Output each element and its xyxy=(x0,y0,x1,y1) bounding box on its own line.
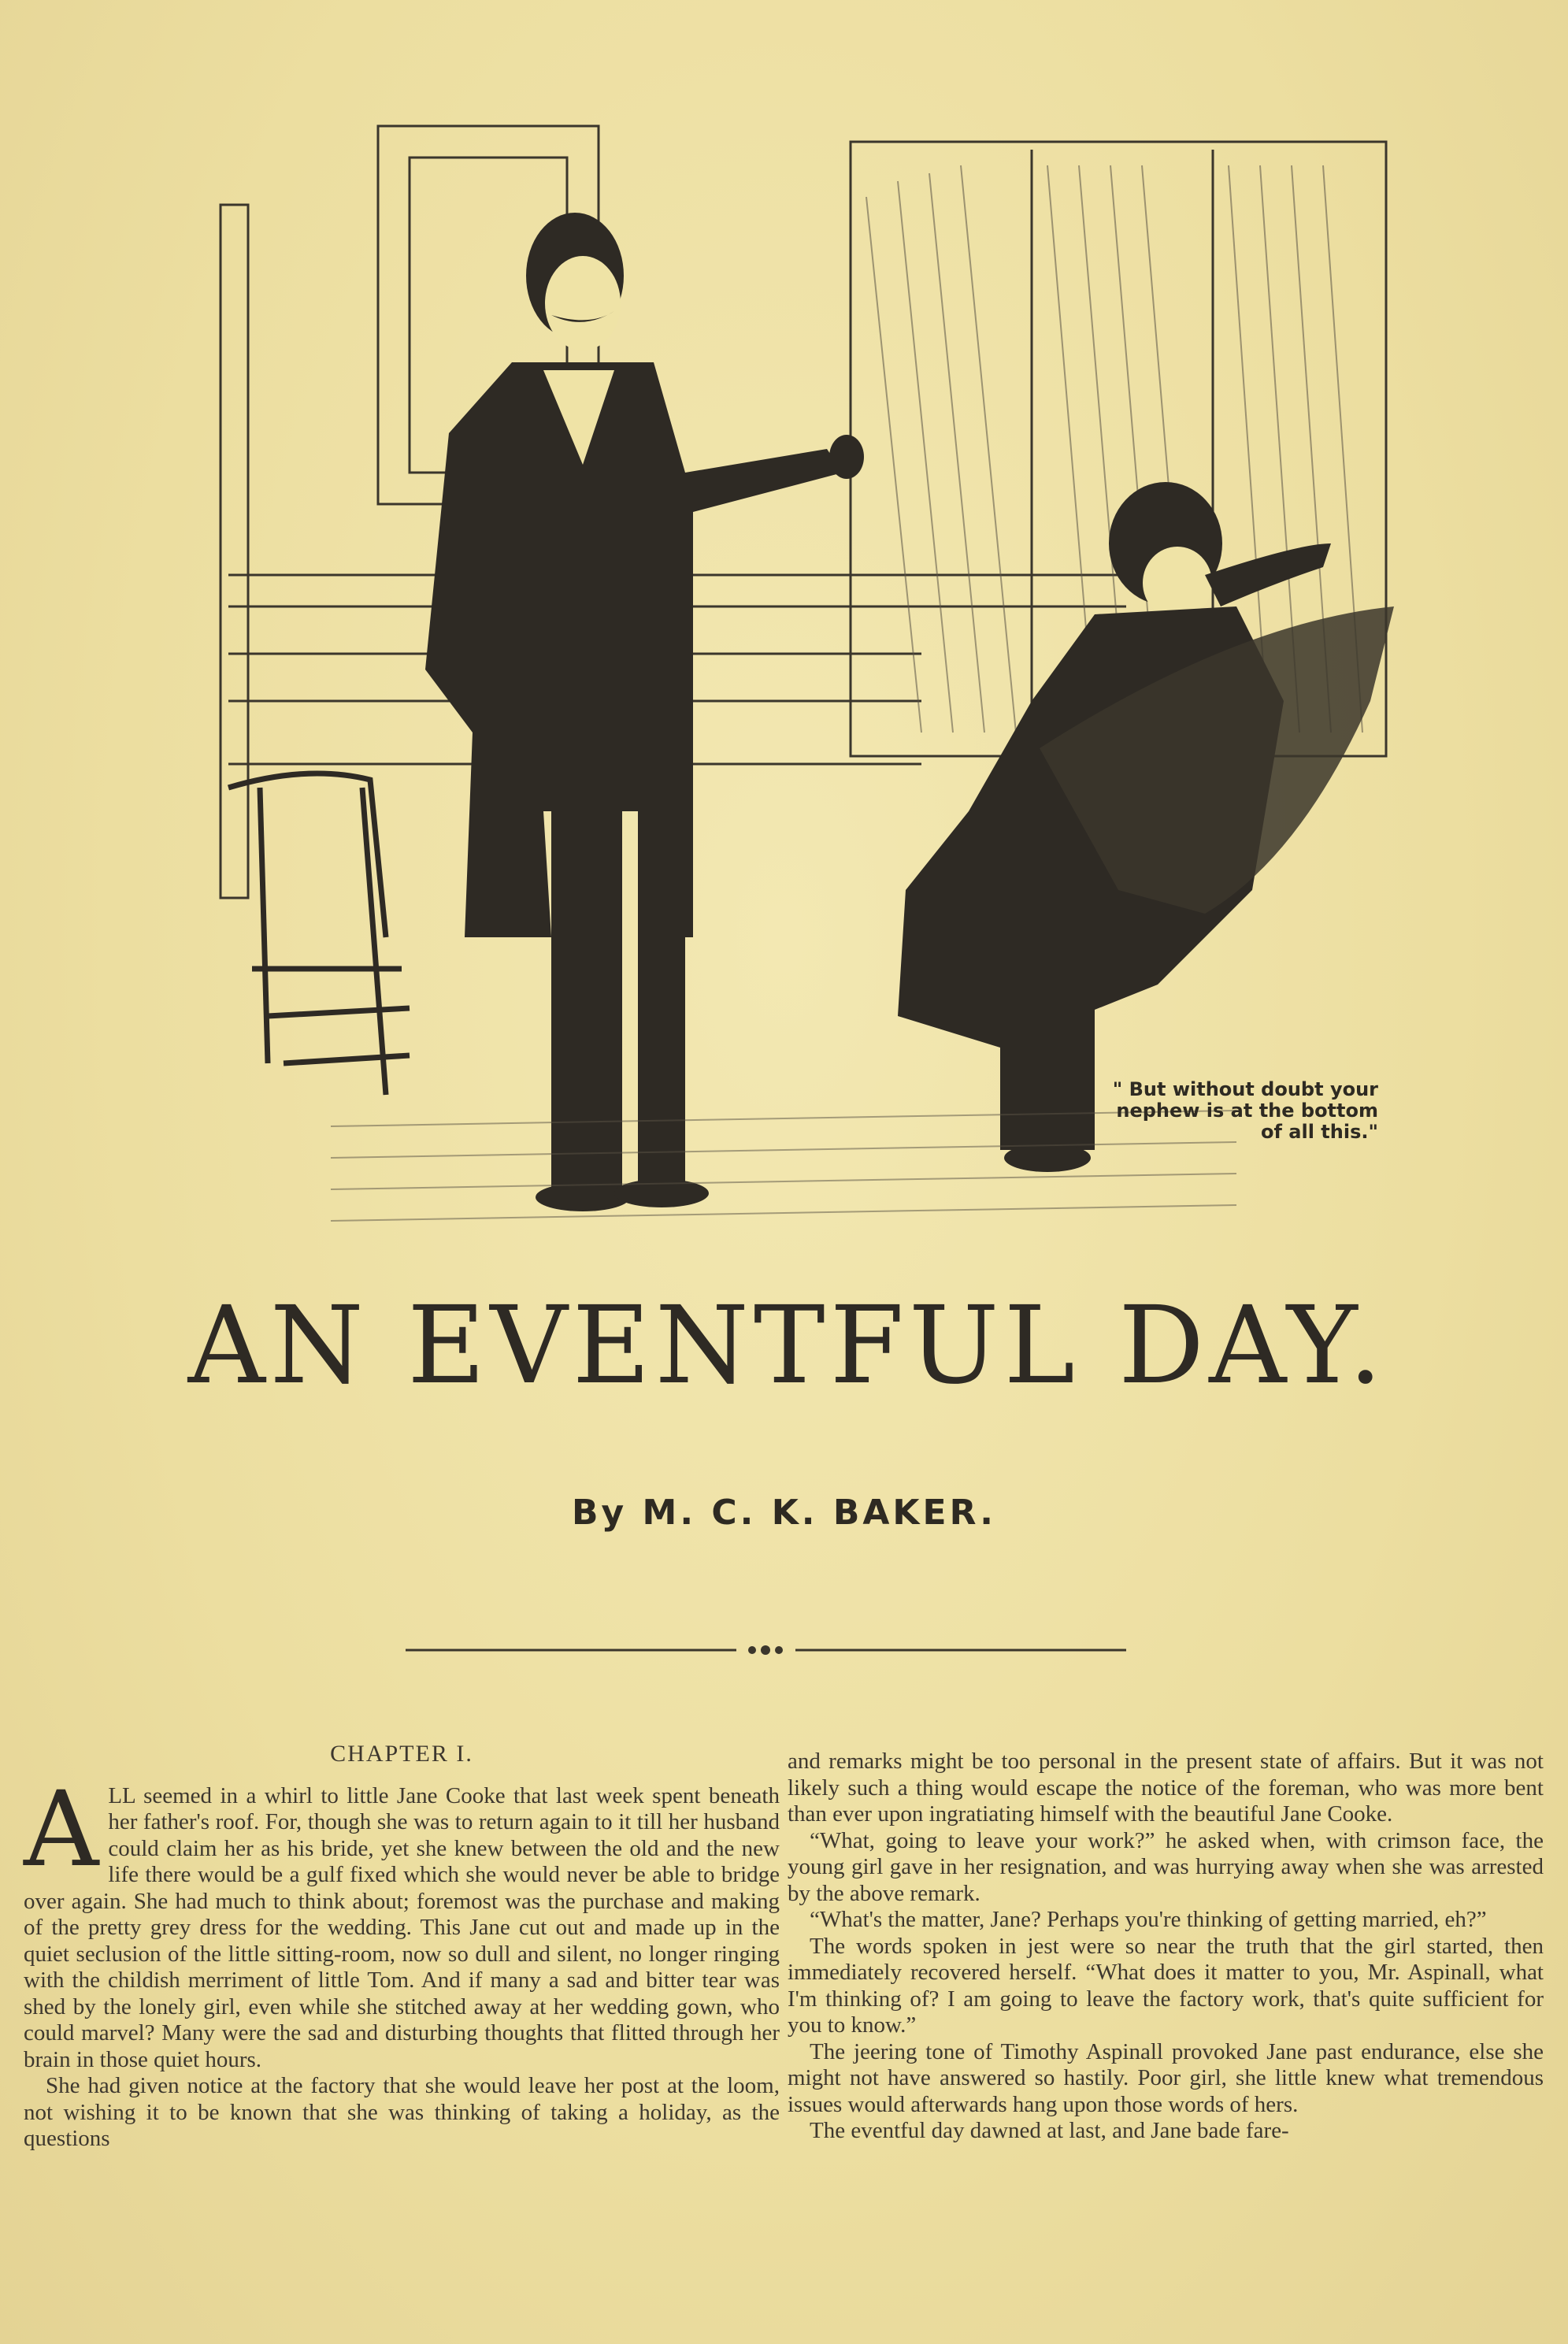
caption-line: " But without doubt your xyxy=(1112,1078,1378,1100)
paragraph: “What's the matter, Jane? Perhaps you're thinking of getting married, eh?” xyxy=(810,1907,1487,1932)
text-column-left xyxy=(24,1741,780,2153)
story-title: AN EVENTFUL DAY. xyxy=(187,1284,1388,1408)
paragraph: She had given notice at the factory that she would leave her post at the loom, not wishing it to be known that she was thinking of taking a holiday, as the questions xyxy=(24,2073,780,2151)
caption-line: of all this." xyxy=(1261,1121,1378,1143)
story-byline: By M. C. K. BAKER. xyxy=(572,1493,996,1533)
paragraph: and remarks might be too personal in the present state of affairs. But it was not likely such a thing would escape the notice of the foreman, who was more bent than ever upon ingratiating himself with the beautiful Jane Cooke. xyxy=(788,1749,1544,1827)
paragraph xyxy=(24,1768,780,2074)
paragraph: “What, going to leave your work?” he asked when, with crimson face, the young girl gave in her resignation, and was hurrying away when she was arrested by the above remark. xyxy=(788,1827,1544,1906)
text-column-right xyxy=(788,1749,1544,2145)
drop-cap: A xyxy=(24,1768,99,1890)
paragraph: The jeering tone of Timothy Aspinall provoked Jane past endurance, else she might not have answered so hastily. Poor girl, she little knew what tremendous issues would afterwards hang upon those words of hers. xyxy=(788,2038,1544,2117)
paragraph-text: LL seemed in a whirl to little Jane Cooke that last week spent beneath her father's roof. For, though she was to return again to it till her husband could claim her as his bride, yet she knew between the old and the new life there would be a gulf fixed which she would never be able to bridge over again. She had much to think about; foremost was the purchase and making of the pretty grey dress for the wedding. This Jane cut out and made up in the quiet seclusion of the little sitting-room, now so dull and silent, no longer ringing with the childish merriment of little Tom. And if many a sad and bitter tear was shed by the lonely girl, even while she stitched away at her wedding gown, who could marvel? Many were the sad and disturbing thoughts that flitted through her brain in those quiet hours. xyxy=(24,1782,780,2072)
chapter-heading: CHAPTER I. xyxy=(330,1741,473,1767)
paragraph: The eventful day dawned at last, and Jane bade fare- xyxy=(810,2118,1289,2143)
paragraph: The words spoken in jest were so near the truth that the girl started, then immediately recovered herself. “What does it matter to you, Mr. Aspinall, what I'm thinking of? I am going to leave the factory work, that's quite sufficient for you to know.” xyxy=(788,1933,1544,2038)
caption-line: nephew is at the bottom xyxy=(1116,1100,1378,1122)
ornamental-divider xyxy=(406,1642,1126,1658)
illustration-caption xyxy=(1047,1079,1378,1143)
standing-man-figure xyxy=(425,213,864,1211)
